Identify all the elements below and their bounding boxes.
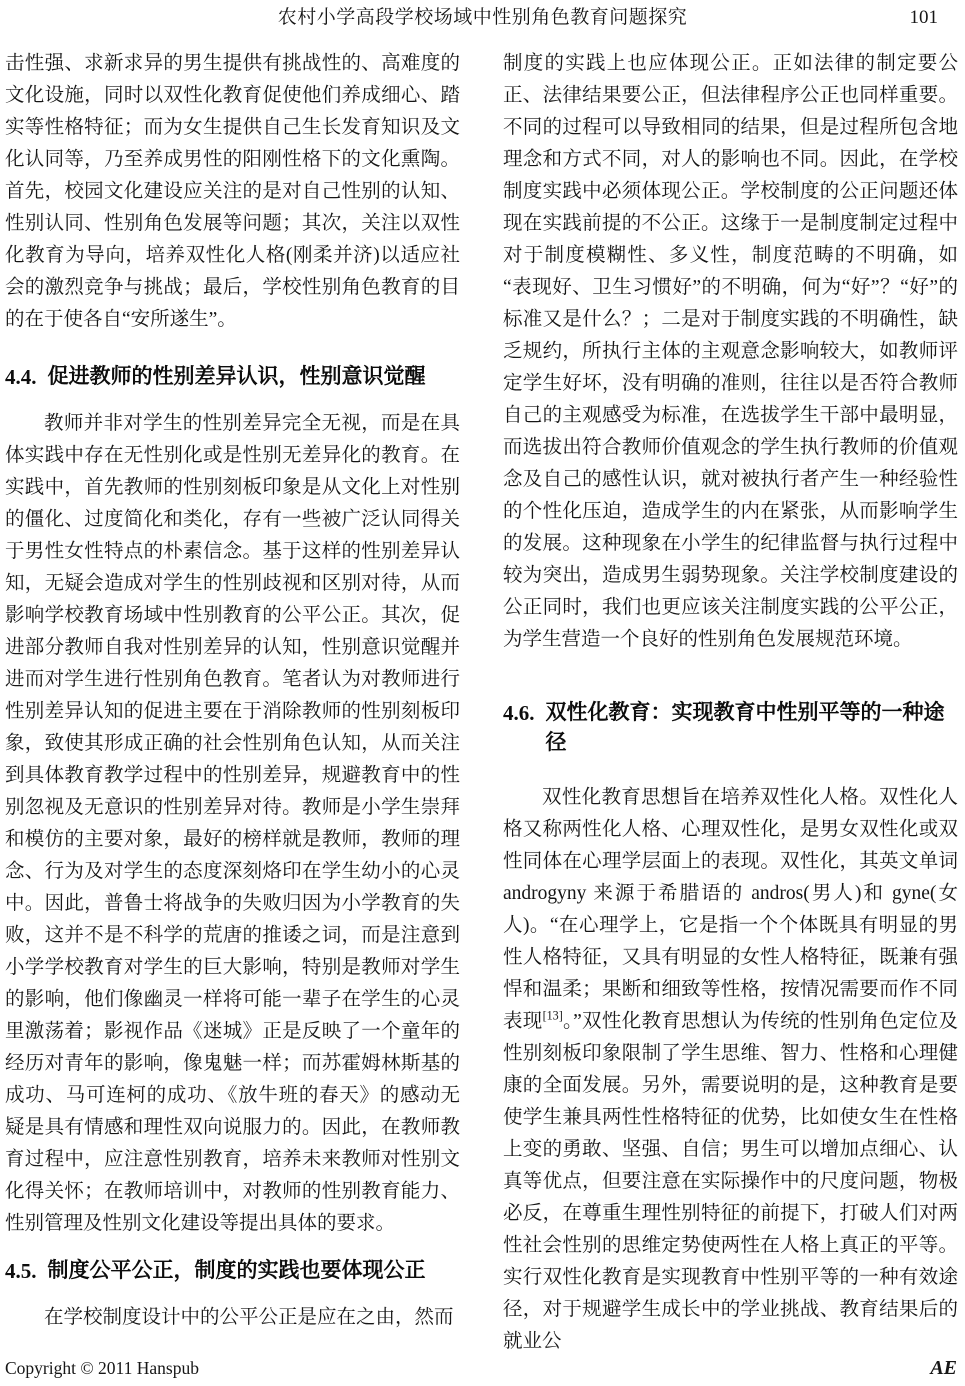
section-heading-4-6 <box>503 698 958 758</box>
paragraph-continuation: 制度的实践上也应体现公正。正如法律的制定要公正、法律结果要公正，但法律程序公正也同样重要。不同的过程可以导致相同的结果，但是过程所包含地理念和方式不同，对人的影响也不同。因此，在学校制度实践中必须体现公正。学校制度的公正问题还体现在实践前提的不公正。这缘于一是制度制定过程中对于制度模糊性、多义性，制度范畴的不明确，如“表现好、卫生习惯好”的不明确，何为“好”？“好”的标准又是什么？；二是对于制度实践的不明确性，缺乏规约，所执行主体的主观意念影响较大，如教师评定学生好坏，没有明确的准则，往往以是否符合教师自己的主观感受为标准，在选拔学生干部中最明显，而选拔出符合教师价值观念的学生执行教师的价值观念及自己的感性认识，就对被执行者产生一种经验性的个性化压迫，造成学生的内在紧张，从而影响学生的发展。这种现象在小学生的纪律监督与执行过程中较为突出，造成男生弱势现象。关注学校制度建设的公正同时，我们也更应该关注制度实践的公平公正，为学生营造一个良好的性别角色发展规范环境。 <box>503 53 958 650</box>
left-column <box>5 48 460 1358</box>
page-footer <box>5 1357 960 1380</box>
page-number: 101 <box>909 7 938 28</box>
right-column <box>503 48 958 1358</box>
journal-logo: AE <box>930 1357 957 1379</box>
section-title: 双性化教育：实现教育中性别平等的一种途径 <box>545 701 945 754</box>
section-number: 4.5. <box>5 1259 37 1283</box>
paragraph: 教师并非对学生的性别差异完全无视，而是在具体实践中存在无性别化或是性别无差异化的教育。在实践中，首先教师的性别刻板印象是从文化上对性别的僵化、过度简化和类化，存有一些被广泛认同得关于男性女性特点的朴素信念。基于这样的性别差异认知，无疑会造成对学生的性别歧视和区别对待，从而影响学校教育场域中性别教育的公平公正。其次，促进部分教师自我对性别差异的认知，性别意识觉醒并进而对学生进行性别角色教育。笔者认为对教师进行性别差异认知的促进主要在于消除教师的性别刻板印象，致使其形成正确的社会性别角色认知，从而关注到具体教育教学过程中的性别差异，规避教育中的性别忽视及无意识的性别差异对待。教师是小学生崇拜和模仿的主要对象，最好的榜样就是教师，教师的理念、行为及对学生的态度深刻烙印在学生幼小的心灵中。因此，普鲁士将战争的失败归因为小学教育的失败，这并不是不科学的荒唐的推诿之词，而是注意到小学学校教育对学生的巨大影响，特别是教师对学生的影响，他们像幽灵一样将可能一辈子在学生的心灵里激荡着；影视作品《迷城》正是反映了一个童年的经历对青年的影响，像鬼魅一样；而苏霍姆林斯基的成功、马可连柯的成功、《放牛班的春天》的感动无疑是具有情感和理性双向说服力的。因此，在教师教育过程中，应注意性别教育，培养未来教师对性别文化得关怀；在教师培训中，对教师的性别教育能力、性别管理及性别文化建设等提出具体的要求。 <box>5 413 460 1234</box>
running-title: 农村小学高段学校场域中性别角色教育问题探究 <box>277 7 688 28</box>
paragraph-with-citation: 双性化教育思想旨在培养双性化人格。双性化人格又称两性化人格、心理双性化，是男女双性化或双性同体在心理学层面上的表现。双性化，其英文单词 androgyny 来源于希腊语的 andros(男人)和 gyne(女人)。“在心理学上，它是指一个个体既具有明显的男性人格特征，又具有明显的女性人格特征，既兼有强悍和温柔；果断和细致等性格，按情况需要而作不同表现[13]。”双性化教育思想认为传统的性别角色定位及性别刻板印象限制了学生思维、智力、性格和心理健康的全面发展。另外，需要说明的是，这种教育是要使学生兼具两性性格特征的优势，比如使女生在性格上变的勇敢、坚强、自信；男生可以增加点细心、认真等优点，但要注意在实际操作中的尺度问题，物极必反，在尊重生理性别特征的前提下，打破人们对两性社会性别的思维定势使两性在人格上真正的平等。实行双性化教育是实现教育中性别平等的一种有效途径，对于规避学生成长中的学业挑战、教育结果后的就业公 <box>503 787 958 1352</box>
section-number: 4.6. <box>503 701 535 725</box>
section-title: 制度公平公正，制度的实践也要体现公正 <box>47 1259 426 1282</box>
page-header <box>5 6 960 32</box>
section-heading-4-5 <box>5 1256 460 1286</box>
two-column-body <box>5 48 960 1358</box>
paragraph-continuation: 击性强、求新求异的男生提供有挑战性的、高难度的文化设施，同时以双性化教育促使他们养成细心、踏实等性格特征；而为女生提供自己生长发育知识及文化认同等，乃至养成男性的阳刚性格下的文化熏陶。首先，校园文化建设应关注的是对自己性别的认知、性别认同、性别角色发展等问题；其次，关注以双性化教育为导向，培养双性化人格(刚柔并济)以适应社会的激烈竞争与挑战；最后，学校性别角色教育的目的在于使各自“安所遂生”。 <box>5 53 460 330</box>
section-heading-4-4 <box>5 362 460 392</box>
paragraph: 在学校制度设计中的公平公正是应在之由，然而 <box>44 1307 454 1328</box>
section-number: 4.4. <box>5 365 37 389</box>
copyright-text: Copyright © 2011 Hanspub <box>5 1358 199 1378</box>
section-title: 促进教师的性别差异认识，性别意识觉醒 <box>47 365 426 388</box>
